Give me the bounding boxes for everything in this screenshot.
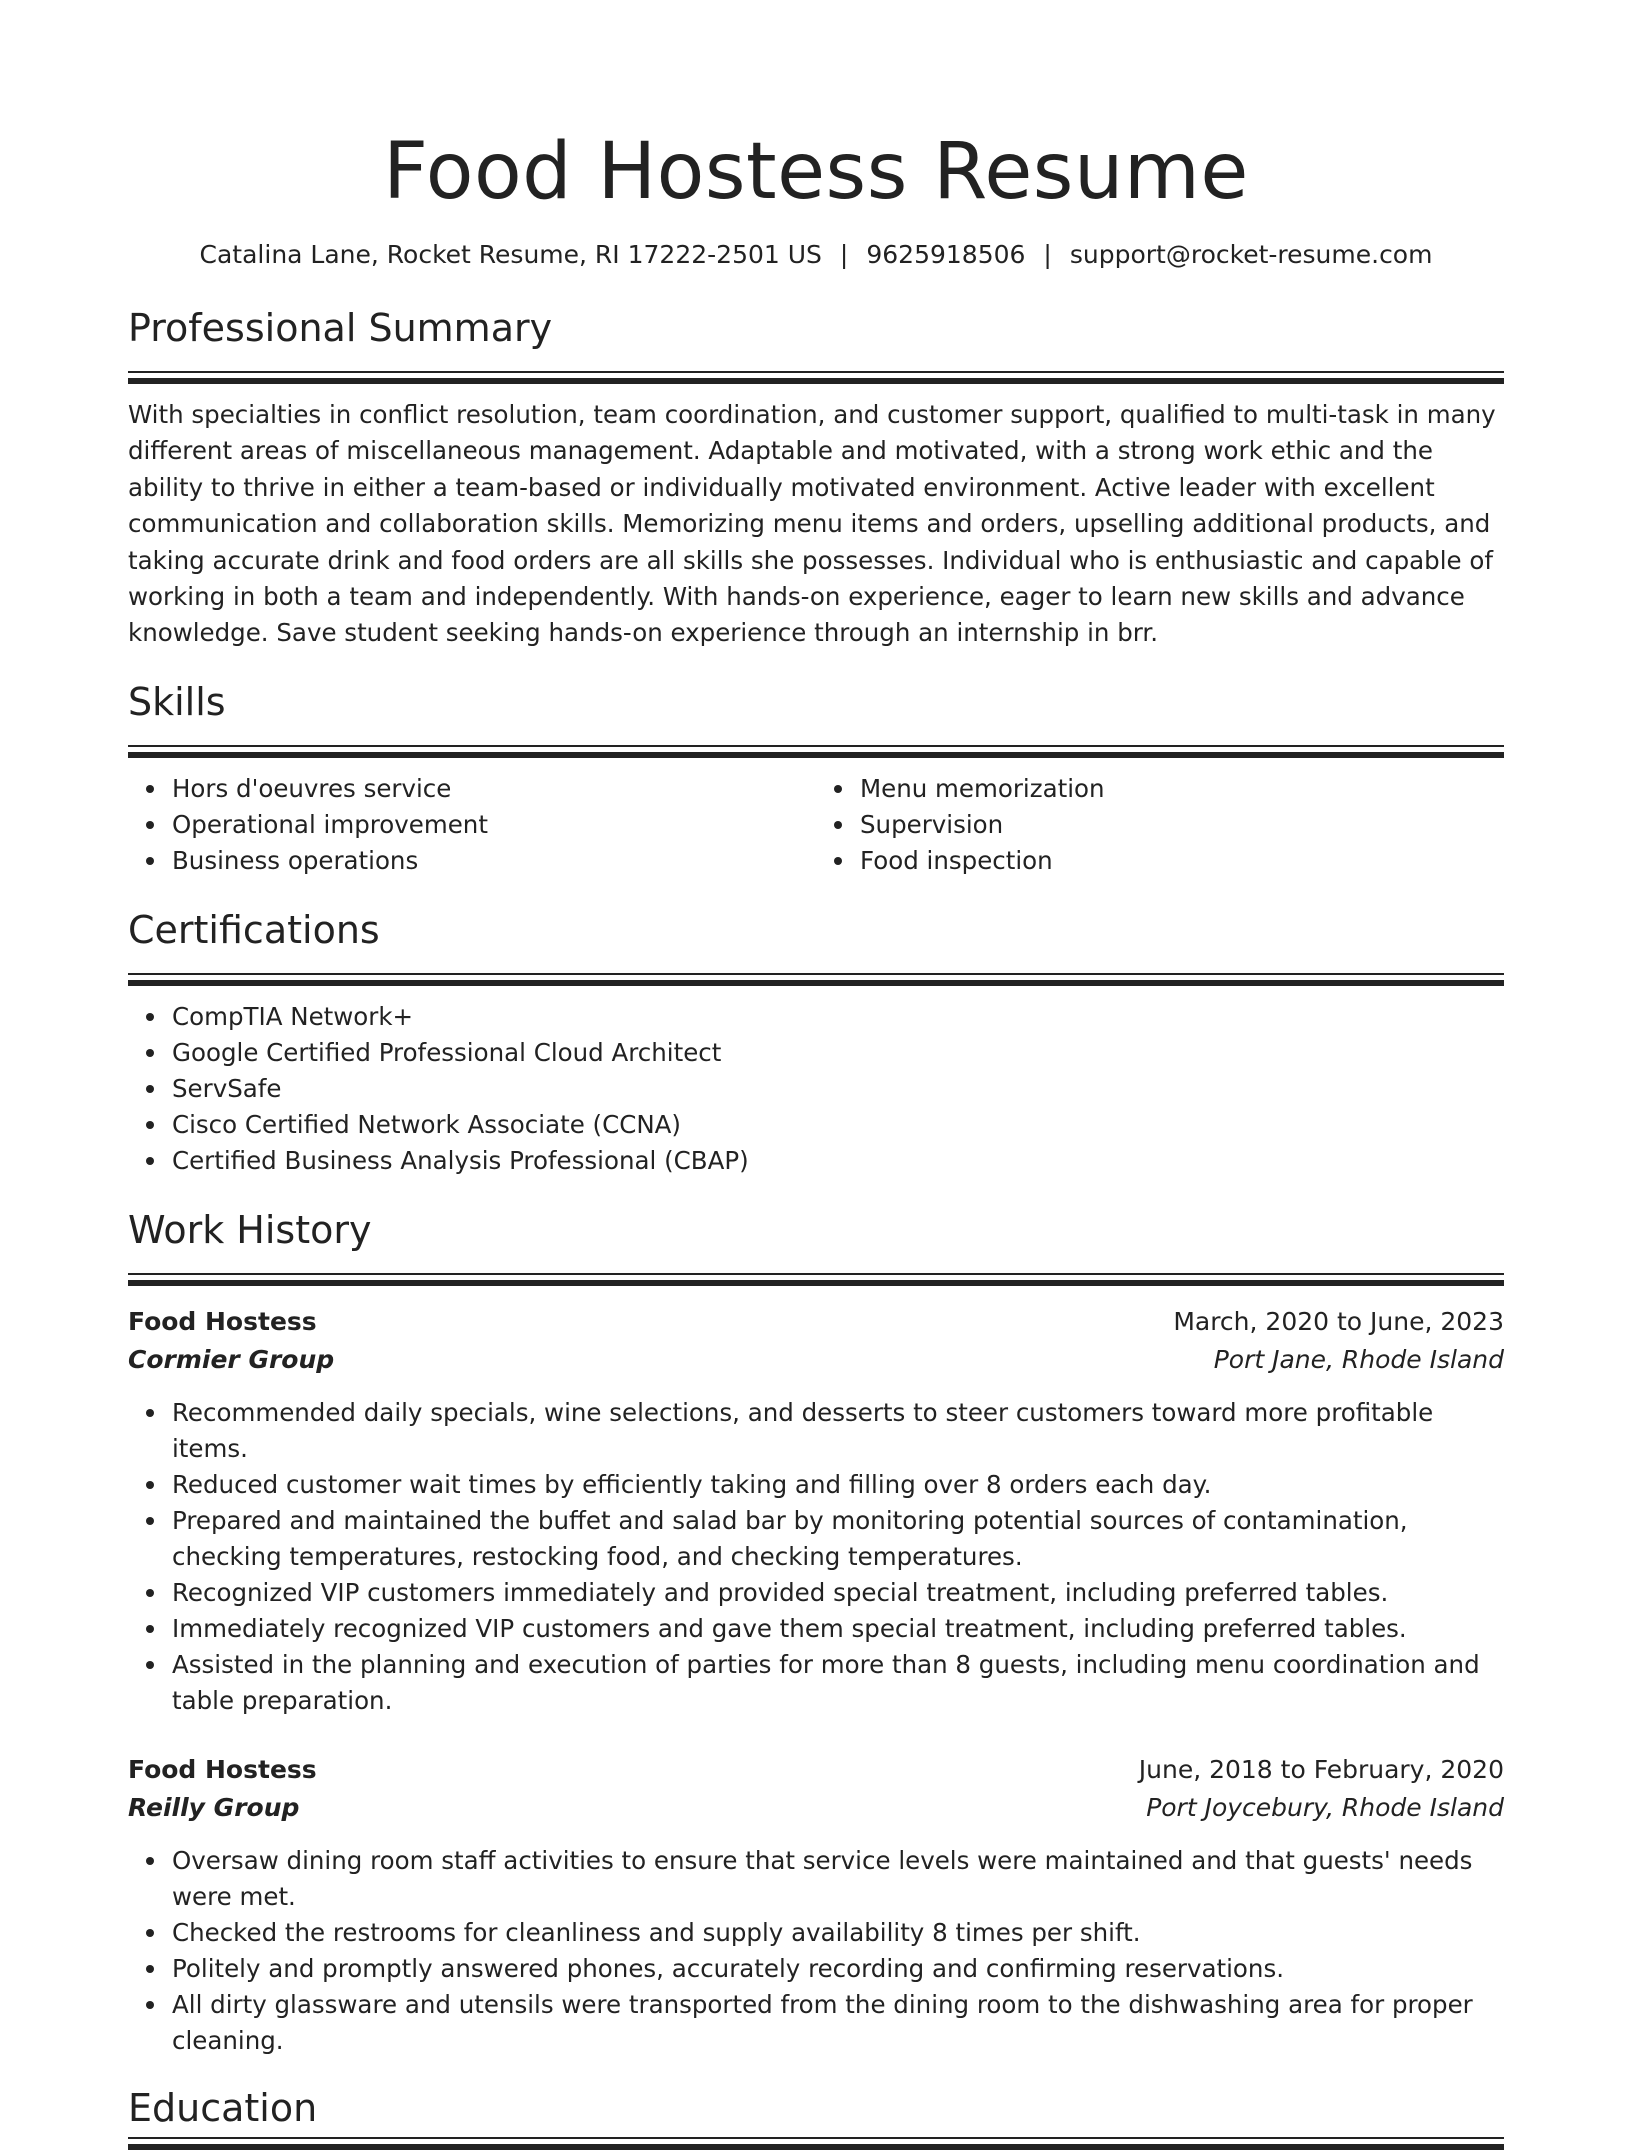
contact-email[interactable]: support@rocket-resume.com <box>1069 240 1433 269</box>
job-location: Port Joycebury, Rhode Island <box>1146 1792 1504 1822</box>
contact-line <box>128 238 1504 272</box>
list-item: Recommended daily specials, wine selections, and desserts to steer customers toward more profitable items. <box>172 1395 1504 1467</box>
list-item: Google Certified Professional Cloud Architect <box>172 1035 1504 1071</box>
contact-phone: 9625918506 <box>866 240 1026 269</box>
skills-list-right <box>816 771 1504 879</box>
section-divider <box>128 745 1504 759</box>
list-item: Certified Business Analysis Professional (CBAP) <box>172 1143 1504 1179</box>
list-item: ServSafe <box>172 1071 1504 1107</box>
section-divider <box>128 973 1504 987</box>
job-dates: March, 2020 to June, 2023 <box>1173 1306 1504 1336</box>
list-item: Operational improvement <box>172 807 816 843</box>
section-heading-skills: Skills <box>128 679 226 724</box>
list-item: Recognized VIP customers immediately and provided special treatment, including preferred tables. <box>172 1575 1504 1611</box>
section-heading-education: Education <box>128 2085 318 2130</box>
job-title: Food Hostess <box>128 1754 317 1784</box>
job-header-row <box>128 1751 1504 1789</box>
work-history-section <box>128 1205 1504 2059</box>
certifications-section <box>128 905 1504 1179</box>
job-dates: June, 2018 to February, 2020 <box>1138 1754 1504 1784</box>
list-item: Politely and promptly answered phones, accurately recording and confirming reservations. <box>172 1951 1504 1987</box>
job-header-row <box>128 1303 1504 1341</box>
summary-text: With specialties in conflict resolution, team coordination, and customer support, qualified to multi-task in many different areas of miscellaneous management. Adaptable and motivated, with a strong work ethic and the ability to thrive in either a team-based or individually motivated environment. Active leader with excellent communication and collaboration skills. Memorizing menu items and orders, upselling additional products, and taking accurate drink and food orders are all skills she possesses. Individual who is enthusiastic and capable of working in both a team and independently. With hands-on experience, eager to learn new skills and advance knowledge. Save student seeking hands-on experience through an internship in brr. <box>128 400 1496 648</box>
section-heading-summary: Professional Summary <box>128 306 553 350</box>
list-item: Checked the restrooms for cleanliness and supply availability 8 times per shift. <box>172 1915 1504 1951</box>
section-divider <box>128 371 1504 385</box>
contact-address: Catalina Lane, Rocket Resume, RI 17222-2501 US <box>199 240 822 269</box>
section-divider <box>128 2137 1504 2151</box>
list-item: Menu memorization <box>860 771 1504 807</box>
job-location: Port Jane, Rhode Island <box>1213 1344 1504 1374</box>
section-divider <box>128 1273 1504 1287</box>
list-item: Immediately recognized VIP customers and gave them special treatment, including preferred tables. <box>172 1611 1504 1647</box>
list-item: Food inspection <box>860 843 1504 879</box>
job-bullets <box>128 1395 1504 1719</box>
page-title: Food Hostess Resume <box>383 127 1249 217</box>
summary-section <box>128 303 1504 652</box>
section-heading-work-history: Work History <box>128 1207 372 1252</box>
job-subheader-row <box>128 1341 1504 1379</box>
section-heading-certifications: Certifications <box>128 907 380 952</box>
list-item: Cisco Certified Network Associate (CCNA) <box>172 1107 1504 1143</box>
job-entry <box>128 1303 1504 1719</box>
list-item: Assisted in the planning and execution of parties for more than 8 guests, including menu coordination and table preparation. <box>172 1647 1504 1719</box>
job-company: Reilly Group <box>128 1792 300 1822</box>
skills-list-left <box>128 771 816 879</box>
list-item: All dirty glassware and utensils were transported from the dining room to the dishwashing area for proper cleaning. <box>172 1987 1504 2059</box>
education-section <box>128 2083 1504 2151</box>
list-item: Business operations <box>172 843 816 879</box>
list-item: CompTIA Network+ <box>172 999 1504 1035</box>
job-subheader-row <box>128 1789 1504 1827</box>
certifications-list <box>128 999 1504 1179</box>
job-bullets <box>128 1843 1504 2059</box>
job-entry <box>128 1751 1504 2059</box>
list-item: Prepared and maintained the buffet and salad bar by monitoring potential sources of contamination, checking temperatures, restocking food, and checking temperatures. <box>172 1503 1504 1575</box>
list-item: Hors d'oeuvres service <box>172 771 816 807</box>
skills-grid <box>128 759 1504 879</box>
skills-section <box>128 677 1504 879</box>
list-item: Reduced customer wait times by efficiently taking and filling over 8 orders each day. <box>172 1467 1504 1503</box>
job-title: Food Hostess <box>128 1306 317 1336</box>
resume-page <box>128 0 1504 2151</box>
job-company: Cormier Group <box>128 1344 335 1374</box>
list-item: Oversaw dining room staff activities to ensure that service levels were maintained and that guests' needs were met. <box>172 1843 1504 1915</box>
contact-separator: | <box>1043 240 1052 269</box>
contact-separator: | <box>839 240 849 269</box>
list-item: Supervision <box>860 807 1504 843</box>
